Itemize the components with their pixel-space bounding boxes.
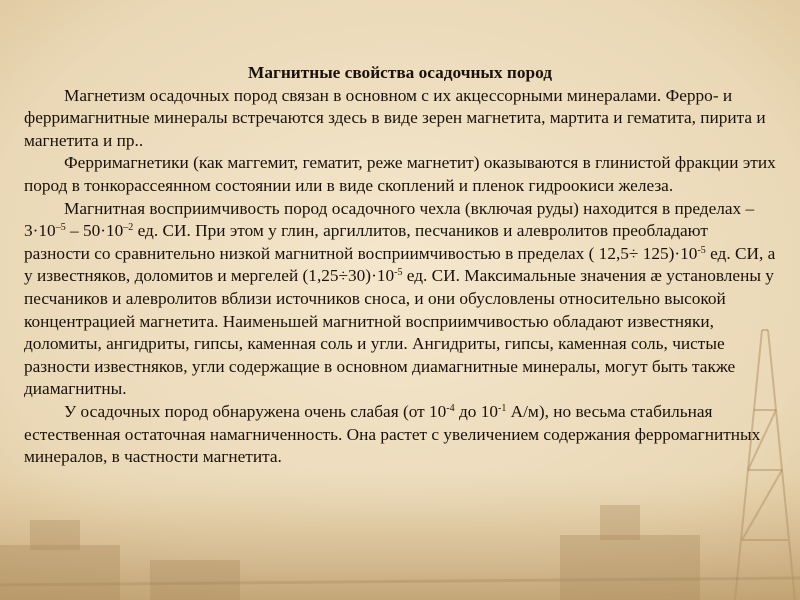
paragraph-susceptibility: Магнитная восприимчивость пород осадочного чехла (включая руды) находится в пределах – $3\cdot 10^{-5} - 50\cdot 10^{-2}$ ед. СИ. При этом у глин, аргиллитов, песчаников и алевролитов преобладают разности со сравнительно низкой магнитной восприимчивостью в пределах ( $12,5\div 125)\cdot 10^{-5}$ ед. СИ, а у известняков, доломитов и мергелей $(1,25\div 30)\cdot 10^{-5}$ ед. СИ. Максимальные значения æ установлены у песчаников и алевролитов вблизи источников сноса, и они обусловлены относительно высокой концентрацией магнетита. Наименьшей магнитной восприимчивостью обладают известняки, доломиты, ангидриты, гипсы, каменная соль и угли. Ангидриты, гипсы, каменная соль, чистые разности известняков, угли содержащие в основном диамагнитные минералы, могут быть также диамагнитны. <box>24 198 776 399</box>
slide-title: Магнитные свойства осадочных пород <box>248 63 552 82</box>
paragraph-remanent-magnetization: У осадочных пород обнаружена очень слабая (от $10^{-4}$ до $10^{-1}$ А/м), но весьма стабильная естественная остаточная намагниченность. Она растет с увеличением содержания ферромагнитных минералов, в частности магнетита. <box>24 401 761 467</box>
paragraph-magnetism-origin: Магнетизм осадочных пород связан в основном с их акцессорными минералами. Ферро- и ферримагнитные минералы встречаются здесь в виде зерен магнетита, мартита и гематита, пирита и магнетита и пр.. <box>24 85 766 150</box>
paragraph-ferrimagnetics: Ферримагнетики (как маггемит, гематит, реже магнетит) оказываются в глинистой фракции этих пород в тонкорассеянном состоянии или в виде скоплений и пленок гидроокиси железа. <box>24 153 776 195</box>
slide-body <box>24 62 776 469</box>
